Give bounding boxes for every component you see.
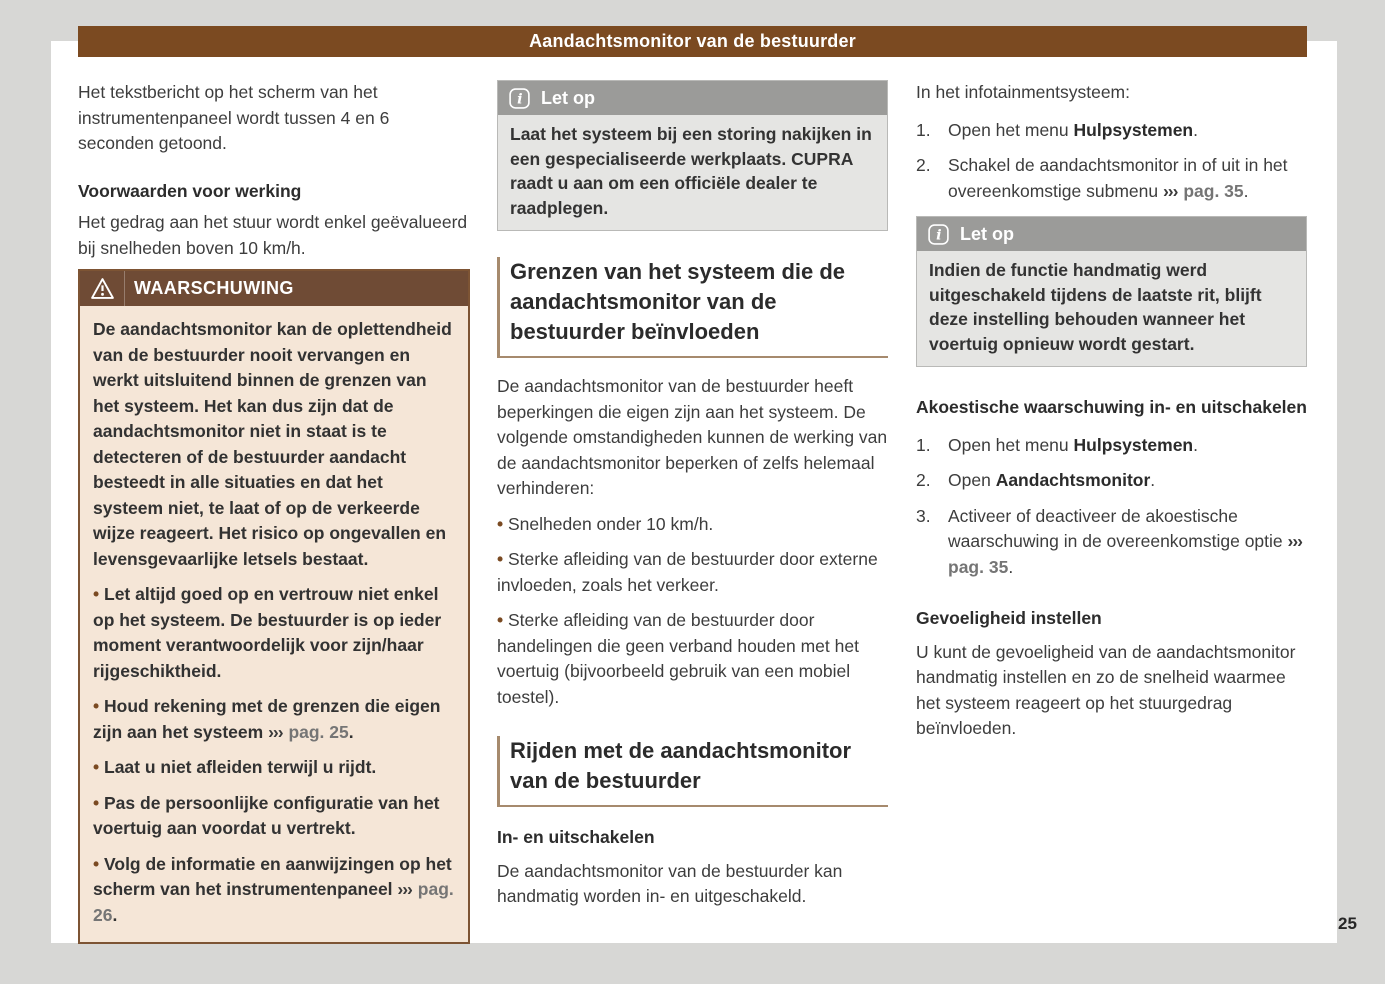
note-label: Let op [541,87,595,108]
warning-bullet: • Volg de informatie en aanwijzingen op het scherm van het instrumentenpaneel ››› pag. 26. [93,852,455,929]
step-item [916,118,1307,144]
step-text: Activeer of deactiveer de akoestische waarschuwing in de overeenkomstige optie ››› pag. 35. [948,505,1302,577]
warning-box-header [80,271,468,306]
step-number: 2. [916,470,931,490]
steps-acoustic [916,433,1307,581]
subheading-akoestisch: Akoestische waarschuwing in- en uitschakelen [916,397,1307,417]
step-text: Schakel de aandachtsmonitor in of uit in het overeenkomstige submenu ››› pag. 35. [948,155,1288,201]
section-heading-rijden: Rijden met de aandachtsmonitor van de bestuurder [497,736,888,807]
info-icon [508,87,531,110]
step-item [916,504,1307,581]
info-icon [927,223,950,246]
infotainment-intro: In het infotainmentsysteem: [916,82,1130,102]
warning-bullet: • Houd rekening met de grenzen die eigen zijn aan het systeem ››› pag. 25. [93,694,455,745]
warning-box-body [80,306,468,942]
note-box-header [498,81,887,115]
note-label: Let op [960,223,1014,244]
limit-bullet: • Sterke afleiding van de bestuurder door externe invloeden, zoals het verkeer. [497,547,888,598]
step-item [916,468,1307,494]
warning-box [78,269,470,944]
note-box-body: Laat het systeem bij een storing nakijken in een gespecialiseerde werkplaats. CUPRA raadt u aan om een officiële dealer te raadplegen. [498,115,887,230]
warning-bullet: • Pas de persoonlijke configuratie van het voertuig aan voordat u vertrekt. [93,791,455,842]
step-text: Open het menu Hulpsystemen. [948,119,1198,140]
limit-bullet: • Sterke afleiding van de bestuurder door handelingen die geen verband houden met het voertuig (bijvoorbeeld gebruik van een mobiel toestel). [497,608,888,710]
column-right [916,80,1307,742]
column-left [78,80,470,944]
column-middle [497,80,888,910]
note-box-setting [916,216,1307,367]
inuitschakelen-paragraph: De aandachtsmonitor van de bestuurder kan handmatig worden in- en uitgeschakeld. [497,860,843,906]
note-box-body: Indien de functie handmatig werd uitgeschakeld tijdens de laatste rit, blijft deze instelling behouden wanneer het voertuig opnieuw wordt gestart. [917,251,1306,366]
subheading-gevoeligheid: Gevoeligheid instellen [916,608,1102,628]
step-text: Open Aandachtsmonitor. [948,470,1156,490]
gevoeligheid-paragraph: U kunt de gevoeligheid van de aandachtsmonitor handmatig instellen en zo de snelheid waarmee het systeem reageert op het stuurgedrag beïnvloeden. [916,641,1296,738]
intro-paragraph: Het tekstbericht op het scherm van het instrumentenpaneel wordt tussen 4 en 6 seconden getoond. [78,82,390,153]
svg-text:i: i [936,227,942,244]
step-number: 1. [916,119,931,140]
step-item [916,433,1307,459]
warning-bullet: • Laat u niet afleiden terwijl u rijdt. [93,755,455,781]
step-text: Open het menu Hulpsystemen. [948,434,1198,455]
warning-triangle-icon [90,271,125,306]
step-item [916,153,1307,204]
step-number: 3. [916,505,931,526]
warning-label: WAARSCHUWING [134,278,294,298]
note-box-workshop [497,80,888,231]
grenzen-intro: De aandachtsmonitor van de bestuurder heeft beperkingen die eigen zijn aan het systeem. De volgende omstandigheden kunnen de werking van de aandachtsmonitor beperken of zelfs helemaal verhinderen: [497,376,888,498]
subheading-voorwaarden: Voorwaarden voor werking [78,180,302,201]
chapter-title-bar: Aandachtsmonitor van de bestuurder [78,26,1307,57]
step-number: 2. [916,155,931,175]
svg-text:i: i [517,91,523,108]
subheading-inuitschakelen: In- en uitschakelen [497,827,655,847]
step-number: 1. [916,434,931,455]
voorwaarden-paragraph: Het gedrag aan het stuur wordt enkel geëvalueerd bij snelheden boven 10 km/h. [78,212,468,258]
note-box-header [917,217,1306,251]
page-number: 25 [1338,914,1357,933]
limit-bullet: • Snelheden onder 10 km/h. [497,512,888,538]
warning-intro: De aandachtsmonitor kan de oplettendheid van de bestuurder nooit vervangen en werkt uitsluitend binnen de grenzen van het systeem. Het kan dus zijn dat de aandachtsmonitor niet in staat is te detecteren of de bestuurder aandacht besteedt in alle situaties en dat het systeem niet, te laat of op de verkeerde wijze reageert. Het risico op ongevallen en levensgevaarlijke letsels bestaat. [93,319,452,569]
warning-bullet: • Let altijd goed op en vertrouw niet enkel op het systeem. De bestuurder is op ieder moment verantwoordelijk voor zijn/haar rijgeschiktheid. [93,582,455,684]
section-heading-grenzen: Grenzen van het systeem die de aandachtsmonitor van de bestuurder beïnvloeden [497,257,888,358]
steps-enable [916,118,1307,205]
